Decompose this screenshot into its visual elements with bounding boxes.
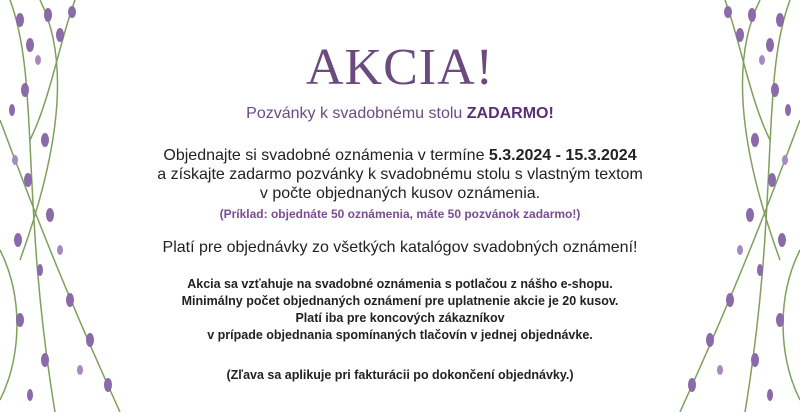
subtitle-prefix: Pozvánky k svadobnému stolu [246, 105, 467, 122]
offer-line-1 [100, 146, 700, 165]
subtitle-emphasis: ZADARMO! [466, 105, 554, 122]
rule-item: Platí iba pre koncových zákazníkov [295, 311, 505, 325]
promo-title: AKCIA! [306, 39, 494, 96]
offer-line-3: v počte objednaných kusov oznámenia. [259, 185, 541, 202]
offer-line-1-text: Objednajte si svadobné oznámenia v termíne [163, 147, 489, 164]
rules-list [100, 276, 700, 344]
rule-item: v prípade objednania spomínaných tlačovín v jednej objednávke. [207, 328, 593, 342]
offer-dates: 5.3.2024 - 15.3.2024 [488, 147, 637, 164]
rule-item: Minimálny počet objednaných oznámení pre uplatnenie akcie je 20 kusov. [181, 294, 619, 308]
rule-item: Akcia sa vzťahuje na svadobné oznámenia s potlačou z nášho e-shopu. [187, 277, 613, 291]
example-note: (Príklad: objednáte 50 oznámenia, máte 50 pozvánok zadarmo!) [219, 207, 581, 221]
discount-note: (Zľava sa aplikuje pri fakturácii po dokončení objednávky.) [226, 368, 574, 382]
offer-paragraph [100, 146, 700, 203]
promo-subtitle [100, 104, 700, 124]
offer-line-2: a získajte zadarmo pozvánky k svadobnému stolu s vlastným textom [157, 166, 643, 183]
validity-text: Platí pre objednávky zo všetkých katalógov svadobných oznámení! [162, 239, 638, 256]
